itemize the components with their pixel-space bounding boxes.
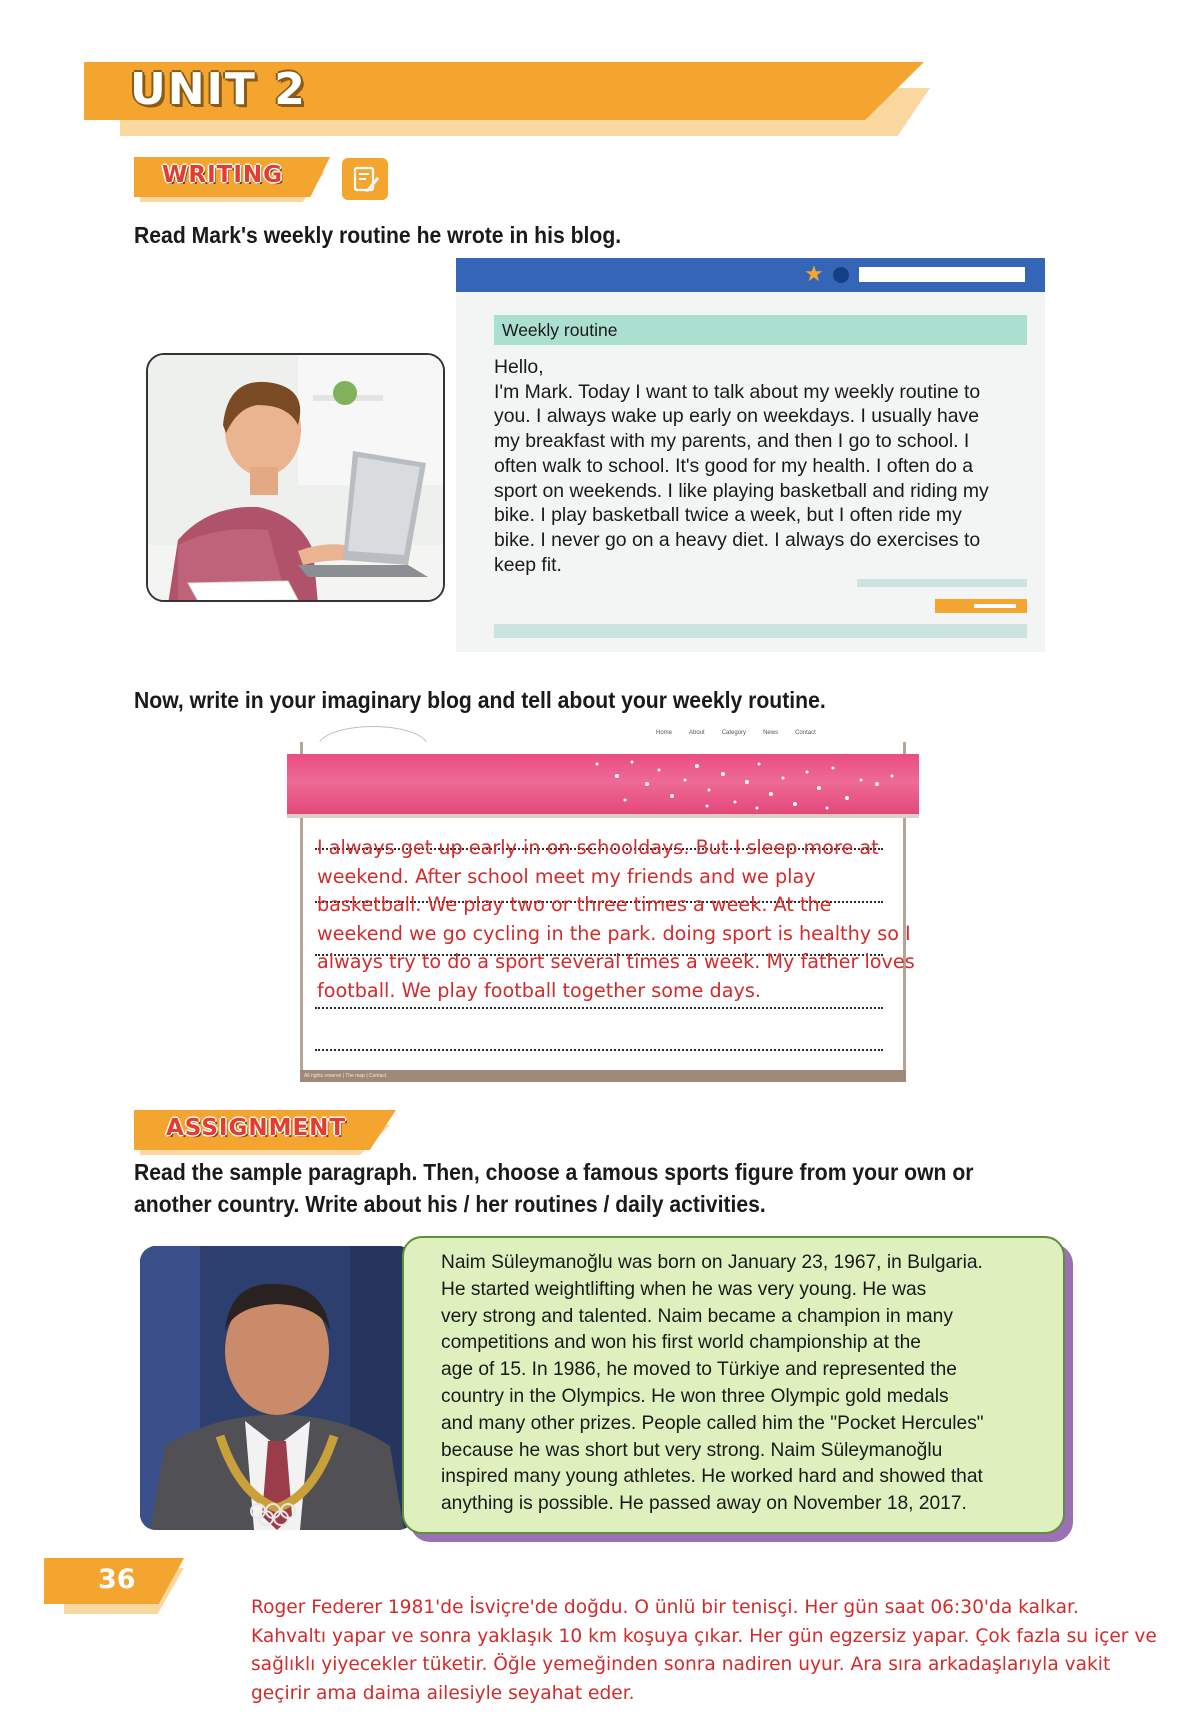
blog-line: you. I always wake up early on weekdays. I usually have [494, 405, 980, 428]
athlete-portrait-photo [140, 1246, 414, 1530]
imaginary-blog [300, 730, 915, 1082]
blog-search-field[interactable] [859, 267, 1025, 282]
sample-paragraph [441, 1250, 1061, 1518]
answer-line: weekend we go cycling in the park. doing sport is healthy so I [317, 921, 911, 945]
blog-pink-banner [287, 754, 919, 816]
bio-line: competitions and won his first world championship at the [441, 1332, 921, 1354]
blog-line: bike. I never go on a heavy diet. I always do exercises to [494, 528, 981, 551]
bio-line: inspired many young athletes. He worked hard and showed that [441, 1466, 983, 1488]
star-icon[interactable]: ★ [804, 261, 824, 286]
blog-footer: All rights reserve | The map | Contact [300, 1070, 906, 1082]
banner-shadow [287, 814, 919, 818]
writing-dotted-line [315, 1049, 883, 1051]
answer-line: I always get up early in on schooldays. But I sleep more at [317, 836, 879, 859]
pencil-notepad-icon [342, 158, 388, 200]
boy-at-laptop-photo [146, 353, 445, 602]
note-line: geçirir ama daima ailesiyle seyahat eder. [251, 1682, 635, 1704]
assignment-instruction-line: another country. Write about his / her routines / daily activities. [134, 1191, 766, 1217]
page-number: 36 [98, 1564, 136, 1595]
assignment-instruction [134, 1156, 974, 1220]
answer-line: weekend. After school meet my friends and we play [317, 864, 816, 888]
nav-home[interactable]: Home [656, 730, 673, 736]
assignment-tag-label: ASSIGNMENT [166, 1115, 347, 1141]
writing-instruction-2: Now, write in your imaginary blog and tell about your weekly routine. [134, 687, 826, 713]
blog-nav [656, 730, 816, 736]
note-line: Kahvaltı yapar ve sonra yaklaşık 10 km koşuya çıkar. Her gün egzersiz yapar. Çok fazla su içer ve [251, 1625, 1157, 1647]
blog-line: sport on weekends. I like playing basketball and riding my [494, 479, 989, 502]
nav-about[interactable]: About [689, 730, 705, 736]
nav-contact[interactable]: Contact [795, 730, 816, 736]
nav-news[interactable]: News [763, 730, 779, 736]
bio-line: very strong and talented. Naim became a champion in many [441, 1305, 953, 1327]
unit-title: UNIT 2 [130, 64, 307, 115]
handwritten-answer[interactable] [317, 834, 917, 1006]
answer-line: football. We play football together some days. [317, 978, 761, 1002]
blog-decor-line [857, 579, 1027, 587]
bio-line: country in the Olympics. He won three Olympic gold medals [441, 1385, 949, 1407]
note-line: Roger Federer 1981'de İsviçre'de doğdu. O ünlü bir tenisçi. Her gün saat 06:30'da kalkar. [251, 1597, 1079, 1618]
blog-line: often walk to school. It's good for my health. I often do a [494, 454, 974, 477]
blog-button-line [974, 604, 1016, 608]
blog-line: keep fit. [494, 553, 562, 576]
blog-post-heading: Weekly routine [494, 315, 1027, 345]
bio-line: and many other prizes. People called him the "Pocket Hercules" [441, 1412, 984, 1434]
writing-tag-label: WRITING [162, 162, 284, 188]
blog-line: bike. I play basketball twice a week, but I often ride my [494, 504, 962, 527]
bio-line: anything is possible. He passed away on November 18, 2017. [441, 1493, 967, 1515]
handwritten-note [251, 1594, 1171, 1708]
blog-line: my breakfast with my parents, and then I go to school. I [494, 430, 970, 453]
writing-dotted-line [315, 1007, 883, 1009]
writing-instruction: Read Mark's weekly routine he wrote in his blog. [134, 222, 622, 248]
bio-line: He started weightlifting when he was very young. He was [441, 1278, 927, 1300]
profile-dot-icon [833, 267, 849, 283]
answer-line: always try to do a sport several times a week. My father loves [317, 950, 915, 974]
bio-line: age of 15. In 1986, he moved to Türkiye and represented the [441, 1359, 957, 1381]
blog-footer-bar [494, 624, 1027, 638]
nav-category[interactable]: Category [721, 730, 747, 736]
blog-line: I'm Mark. Today I want to talk about my weekly routine to [494, 380, 981, 403]
blog-post-body [494, 355, 1034, 577]
bio-line: because he was short but very strong. Naim Süleymanoğlu [441, 1439, 943, 1461]
mark-blog-window [456, 258, 1045, 652]
assignment-instruction-line: Read the sample paragraph. Then, choose a famous sports figure from your own or [134, 1159, 974, 1185]
blog-line: Hello, [494, 356, 544, 378]
note-line: sağlıklı yiyecekler tüketir. Öğle yemeğinden sonra nadiren uyur. Ara sıra arkadaşlarıyla vakit [251, 1654, 1111, 1676]
bio-line: Naim Süleymanoğlu was born on January 23, 1967, in Bulgaria. [441, 1252, 983, 1273]
answer-line: basketball. We play two or three times a week. At the [317, 893, 832, 917]
